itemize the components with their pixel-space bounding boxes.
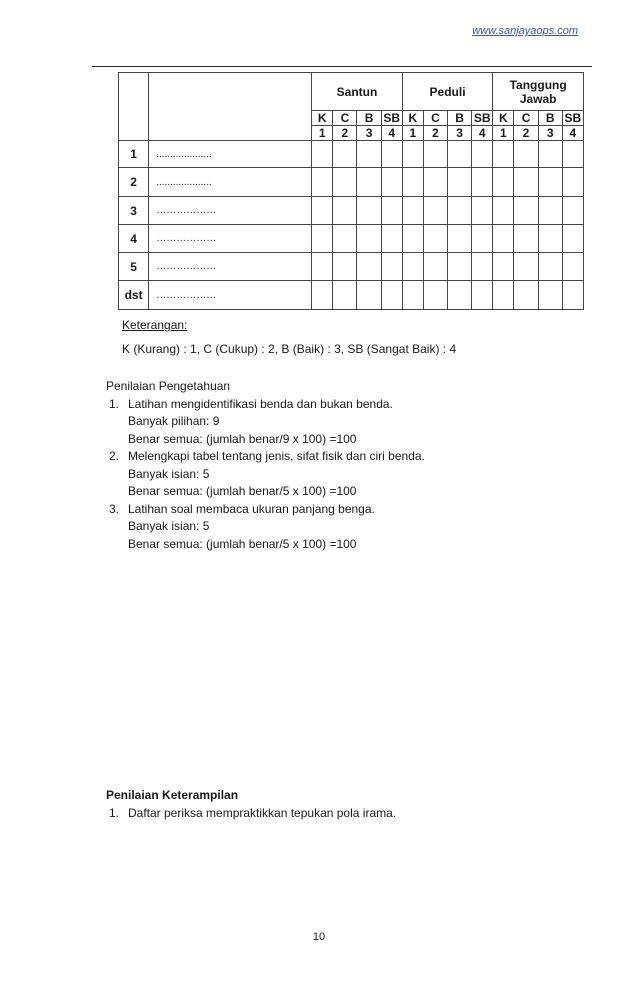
table-row [119,281,584,310]
group-header-santun: Santun [312,73,403,111]
score-cell[interactable] [493,225,514,253]
score-cell[interactable] [312,281,333,310]
score-cell[interactable] [333,225,357,253]
score-cell[interactable] [562,197,583,225]
grade-number-cell: 4 [562,126,583,141]
score-cell[interactable] [312,168,333,197]
score-cell[interactable] [562,168,583,197]
grade-number-cell: 3 [448,126,472,141]
keterampilan-list [106,805,396,823]
score-cell[interactable] [402,168,423,197]
score-cell[interactable] [357,197,381,225]
score-cell[interactable] [472,281,493,310]
row-number-cell: 4 [119,225,149,253]
score-cell[interactable] [493,197,514,225]
grade-number-cell: 1 [402,126,423,141]
table-row [119,253,584,281]
score-cell[interactable] [312,141,333,168]
grade-letter-cell: SB [381,111,402,126]
score-cell[interactable] [357,141,381,168]
score-cell[interactable] [448,197,472,225]
grade-letter-cell: B [538,111,562,126]
table-row [119,225,584,253]
no-header-cell [119,73,149,141]
score-cell[interactable] [423,225,447,253]
score-cell[interactable] [423,168,447,197]
score-cell[interactable] [357,225,381,253]
pengetahuan-title: Penilaian Pengetahuan [106,379,231,393]
row-name-cell: ……………… [149,281,312,310]
score-cell[interactable] [381,141,402,168]
grade-number-cell: 4 [381,126,402,141]
score-cell[interactable] [333,168,357,197]
list-item-text: Daftar periksa mempraktikkan tepukan pola irama. [128,805,397,820]
score-cell[interactable] [423,253,447,281]
row-name-cell: ……………… [149,197,312,225]
score-cell[interactable] [514,197,538,225]
score-cell[interactable] [357,253,381,281]
row-number-cell: dst [119,281,149,310]
score-cell[interactable] [562,225,583,253]
score-cell[interactable] [333,141,357,168]
row-number-cell: 3 [119,197,149,225]
score-cell[interactable] [562,281,583,310]
score-cell[interactable] [472,141,493,168]
grade-number-cell: 4 [472,126,493,141]
score-cell[interactable] [538,281,562,310]
keterangan-legend: K (Kurang) : 1, C (Cukup) : 2, B (Baik) : 3, SB (Sangat Baik) : 4 [122,342,457,356]
row-name-cell: .................... [149,141,312,168]
table-body [119,141,584,310]
grade-letter-cell: C [514,111,538,126]
score-cell[interactable] [538,168,562,197]
list-item-text: Latihan mengidentifikasi benda dan bukan benda. [128,396,393,411]
group-header-tanggung-jawab: Tanggung Jawab [493,73,584,111]
score-cell[interactable] [312,197,333,225]
score-cell[interactable] [472,168,493,197]
list-item [106,448,425,466]
pengetahuan-list [106,396,425,554]
table-row [119,197,584,225]
header-divider [92,66,592,67]
score-cell[interactable] [538,197,562,225]
list-item-text: Melengkapi tabel tentang jenis, sifat fisik dan ciri benda. [128,449,425,463]
grade-letter-cell: SB [472,111,493,126]
score-cell[interactable] [448,141,472,168]
grade-letter-cell: C [423,111,447,126]
list-item-detail: Banyak pilihan: 9 [128,414,220,428]
score-cell[interactable] [381,197,402,225]
list-item-number: 2. [109,449,120,463]
grade-letter-cell: B [357,111,381,126]
group-header-peduli: Peduli [402,73,493,111]
list-item [106,396,425,414]
grade-number-cell: 1 [493,126,514,141]
score-cell[interactable] [357,281,381,310]
score-cell[interactable] [423,197,447,225]
list-item [106,805,396,823]
grade-number-cell: 3 [357,126,381,141]
keterampilan-title: Penilaian Keterampilan [106,788,239,802]
grade-letter-cell: SB [562,111,583,126]
grade-letter-cell: B [448,111,472,126]
score-cell[interactable] [402,253,423,281]
score-cell[interactable] [448,281,472,310]
score-cell[interactable] [538,141,562,168]
score-cell[interactable] [423,141,447,168]
row-name-cell: .................... [149,168,312,197]
grade-letter-cell: K [312,111,333,126]
list-item-number: 1. [109,805,120,820]
grade-letter-cell: C [333,111,357,126]
score-cell[interactable] [402,197,423,225]
score-cell[interactable] [423,281,447,310]
score-cell[interactable] [493,168,514,197]
score-cell[interactable] [448,253,472,281]
grade-number-cell: 2 [333,126,357,141]
score-cell[interactable] [381,281,402,310]
name-header-cell [149,73,312,141]
score-cell[interactable] [402,141,423,168]
grade-number-cell: 1 [312,126,333,141]
score-cell[interactable] [472,197,493,225]
score-cell[interactable] [357,168,381,197]
table-row [119,141,584,168]
score-cell[interactable] [538,253,562,281]
score-cell[interactable] [472,225,493,253]
header-url-link[interactable]: www.sanjayaops.com [472,25,578,37]
keterampilan-section [106,787,396,822]
score-cell[interactable] [562,253,583,281]
score-cell[interactable] [514,141,538,168]
score-cell[interactable] [381,225,402,253]
pengetahuan-section [106,378,425,553]
score-cell[interactable] [402,225,423,253]
score-cell[interactable] [514,225,538,253]
grade-letter-cell: K [493,111,514,126]
score-cell[interactable] [312,225,333,253]
score-cell[interactable] [381,168,402,197]
score-cell[interactable] [538,225,562,253]
keterangan-label: Keterangan: [122,318,188,332]
list-item-detail: Benar semua: (jumlah benar/5 x 100) =100 [128,484,357,498]
score-cell[interactable] [493,141,514,168]
row-number-cell: 2 [119,168,149,197]
score-cell[interactable] [514,253,538,281]
score-cell[interactable] [493,253,514,281]
score-cell[interactable] [448,168,472,197]
list-item-text: Latihan soal membaca ukuran panjang benga. [128,501,375,516]
list-item-detail: Benar semua: (jumlah benar/5 x 100) =100 [128,536,357,551]
row-name-cell: ……………… [149,253,312,281]
list-item-detail: Banyak isian: 5 [128,466,210,481]
score-cell[interactable] [448,225,472,253]
score-cell[interactable] [333,253,357,281]
score-cell[interactable] [514,281,538,310]
list-item-detail: Banyak isian: 5 [128,519,210,533]
list-item-detail: Benar semua: (jumlah benar/9 x 100) =100 [128,431,357,446]
score-cell[interactable] [312,253,333,281]
grade-number-cell: 2 [423,126,447,141]
score-cell[interactable] [333,197,357,225]
list-item [106,501,425,519]
score-cell[interactable] [493,281,514,310]
row-number-cell: 1 [119,141,149,168]
score-cell[interactable] [562,141,583,168]
grade-number-cell: 3 [538,126,562,141]
score-cell[interactable] [402,281,423,310]
attitude-assessment-table [118,72,584,310]
grade-number-cell: 2 [514,126,538,141]
score-cell[interactable] [514,168,538,197]
row-name-cell: ……………… [149,225,312,253]
table-row [119,168,584,197]
list-item-number: 3. [109,501,120,516]
page-number: 10 [312,931,326,943]
score-cell[interactable] [381,253,402,281]
score-cell[interactable] [472,253,493,281]
list-item-number: 1. [109,396,120,411]
grade-letter-cell: K [402,111,423,126]
score-cell[interactable] [333,281,357,310]
row-number-cell: 5 [119,253,149,281]
